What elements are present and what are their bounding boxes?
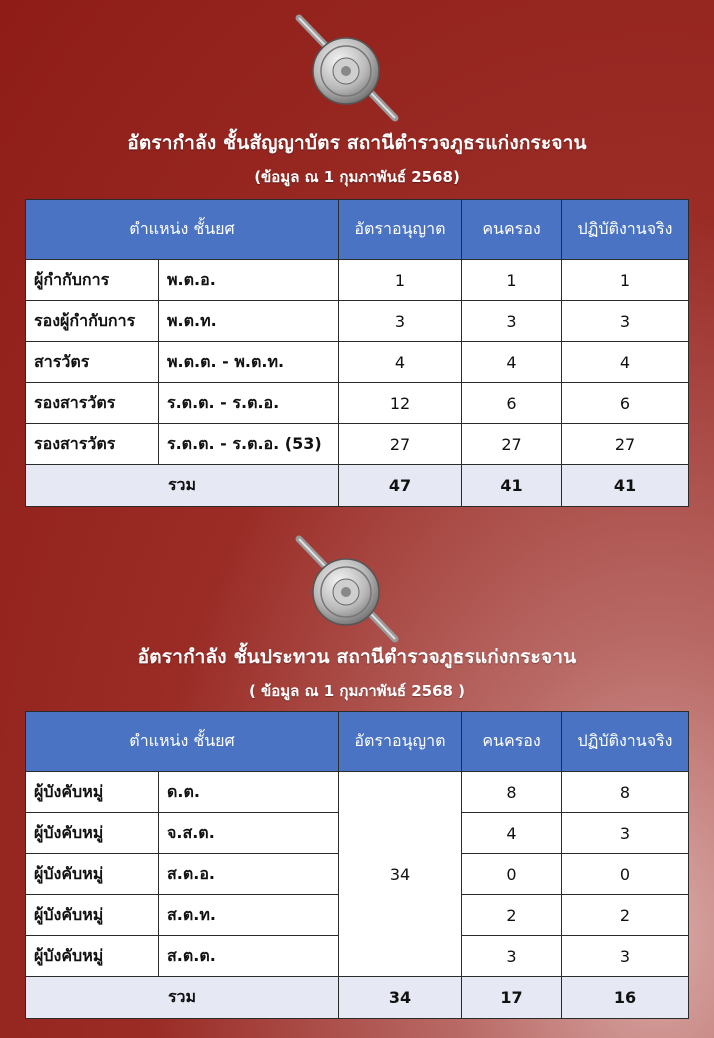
commissioned-staffing-table	[25, 199, 689, 507]
header-allowed: อัตราอนุญาต	[339, 712, 462, 772]
held-cell: 3	[462, 301, 562, 342]
allowed-cell: 27	[339, 424, 462, 465]
noncommissioned-staffing-table	[25, 711, 689, 1019]
header-actual: ปฏิบัติงานจริง	[562, 200, 689, 260]
actual-cell: 4	[562, 342, 689, 383]
held-cell: 6	[462, 383, 562, 424]
rank-cell: ร.ต.ต. - ร.ต.อ.	[159, 383, 339, 424]
held-cell: 2	[462, 895, 562, 936]
rank-cell: จ.ส.ต.	[159, 813, 339, 854]
actual-cell: 6	[562, 383, 689, 424]
table-row	[26, 342, 689, 383]
actual-cell: 0	[562, 854, 689, 895]
actual-cell: 3	[562, 936, 689, 977]
header-actual: ปฏิบัติงานจริง	[562, 712, 689, 772]
held-cell: 0	[462, 854, 562, 895]
position-cell: รองสารวัตร	[26, 424, 159, 465]
total-row	[26, 465, 689, 507]
position-cell: ผู้บังคับหมู่	[26, 813, 159, 854]
position-cell: ผู้บังคับหมู่	[26, 895, 159, 936]
rank-cell: ส.ต.ท.	[159, 895, 339, 936]
actual-cell: 2	[562, 895, 689, 936]
table-row	[26, 260, 689, 301]
table-row	[26, 301, 689, 342]
section1-title: อัตรากำลัง ชั้นสัญญาบัตร สถานีตำรวจภูธรแก่งกระจาน	[127, 132, 587, 154]
held-cell: 4	[462, 342, 562, 383]
header-allowed: อัตราอนุญาต	[339, 200, 462, 260]
section1-subtitle: (ข้อมูล ณ 1 กุมภาพันธ์ 2568)	[254, 168, 460, 186]
allowed-merged-cell: 34	[339, 772, 462, 977]
header-held: คนครอง	[462, 712, 562, 772]
position-cell: รองสารวัตร	[26, 383, 159, 424]
position-cell: รองผู้กำกับการ	[26, 301, 159, 342]
total-label: รวม	[26, 977, 339, 1019]
rank-cell: ด.ต.	[159, 772, 339, 813]
police-emblem-icon	[291, 14, 401, 124]
held-cell: 1	[462, 260, 562, 301]
rank-cell: พ.ต.ต. - พ.ต.ท.	[159, 342, 339, 383]
total-row	[26, 977, 689, 1019]
total-held: 41	[462, 465, 562, 507]
held-cell: 27	[462, 424, 562, 465]
held-cell: 3	[462, 936, 562, 977]
total-actual: 16	[562, 977, 689, 1019]
actual-cell: 27	[562, 424, 689, 465]
rank-cell: ส.ต.ต.	[159, 936, 339, 977]
total-held: 17	[462, 977, 562, 1019]
total-allowed: 47	[339, 465, 462, 507]
table-row	[26, 383, 689, 424]
allowed-cell: 1	[339, 260, 462, 301]
allowed-cell: 3	[339, 301, 462, 342]
rank-cell: พ.ต.ท.	[159, 301, 339, 342]
header-position-rank: ตำแหน่ง ชั้นยศ	[26, 712, 339, 772]
table-row	[26, 772, 689, 813]
position-cell: สารวัตร	[26, 342, 159, 383]
rank-cell: พ.ต.อ.	[159, 260, 339, 301]
position-cell: ผู้บังคับหมู่	[26, 772, 159, 813]
header-held: คนครอง	[462, 200, 562, 260]
table-header-row	[26, 712, 689, 772]
actual-cell: 3	[562, 813, 689, 854]
position-cell: ผู้บังคับหมู่	[26, 854, 159, 895]
table-row	[26, 424, 689, 465]
header-position-rank: ตำแหน่ง ชั้นยศ	[26, 200, 339, 260]
actual-cell: 1	[562, 260, 689, 301]
section2-title: อัตรากำลัง ชั้นประทวน สถานีตำรวจภูธรแก่งกระจาน	[137, 646, 577, 668]
held-cell: 4	[462, 813, 562, 854]
rank-cell: ส.ต.อ.	[159, 854, 339, 895]
section2-subtitle: ( ข้อมูล ณ 1 กุมภาพันธ์ 2568 )	[248, 682, 466, 700]
table-header-row	[26, 200, 689, 260]
held-cell: 8	[462, 772, 562, 813]
position-cell: ผู้บังคับหมู่	[26, 936, 159, 977]
police-emblem-icon	[291, 535, 401, 645]
allowed-cell: 4	[339, 342, 462, 383]
rank-cell: ร.ต.ต. - ร.ต.อ. (53)	[159, 424, 339, 465]
allowed-cell: 12	[339, 383, 462, 424]
actual-cell: 8	[562, 772, 689, 813]
total-label: รวม	[26, 465, 339, 507]
total-actual: 41	[562, 465, 689, 507]
actual-cell: 3	[562, 301, 689, 342]
total-allowed: 34	[339, 977, 462, 1019]
position-cell: ผู้กำกับการ	[26, 260, 159, 301]
